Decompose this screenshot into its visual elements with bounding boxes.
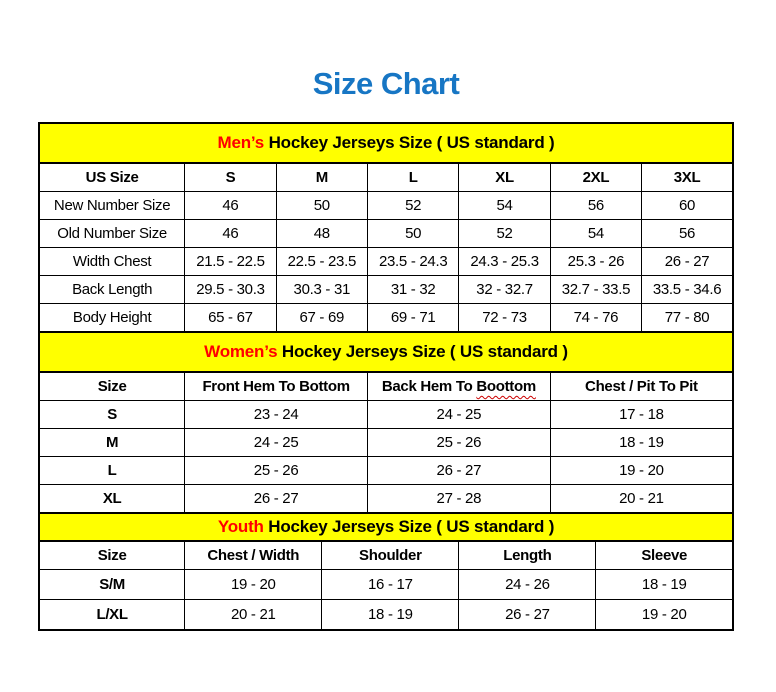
- women-column-header: Size: [39, 372, 185, 401]
- men-size-value: 54: [550, 220, 641, 248]
- women-row-label: M: [39, 429, 185, 457]
- men-size-value: 52: [459, 220, 550, 248]
- men-column-header-row: [39, 163, 733, 192]
- men-size-value: 48: [276, 220, 367, 248]
- women-size-value: 24 - 25: [185, 429, 368, 457]
- women-size-value: 26 - 27: [185, 485, 368, 514]
- men-size-value: 32.7 - 33.5: [550, 276, 641, 304]
- youth-column-header: Sleeve: [596, 541, 733, 570]
- women-table-row: [39, 401, 733, 429]
- women-column-header: Front Hem To Bottom: [185, 372, 368, 401]
- men-size-value: 21.5 - 22.5: [185, 248, 276, 276]
- youth-column-header: Shoulder: [322, 541, 459, 570]
- women-row-label: XL: [39, 485, 185, 514]
- men-size-value: 29.5 - 30.3: [185, 276, 276, 304]
- men-size-value: 30.3 - 31: [276, 276, 367, 304]
- women-size-value: 17 - 18: [550, 401, 733, 429]
- women-size-value: 23 - 24: [185, 401, 368, 429]
- men-size-value: 69 - 71: [367, 304, 458, 333]
- men-table-row: [39, 248, 733, 276]
- men-size-value: 23.5 - 24.3: [367, 248, 458, 276]
- youth-column-header-row: [39, 541, 733, 570]
- mens-size-table: [38, 122, 734, 333]
- men-column-header: XL: [459, 163, 550, 192]
- men-size-value: 56: [550, 192, 641, 220]
- men-table-row: [39, 220, 733, 248]
- youth-banner-text: Hockey Jerseys Size ( US standard ): [263, 517, 555, 536]
- men-size-value: 46: [185, 220, 276, 248]
- youth-size-value: 16 - 17: [322, 570, 459, 600]
- men-row-label: Old Number Size: [39, 220, 185, 248]
- misspelled-word: Boottom: [476, 378, 536, 395]
- men-row-label: Body Height: [39, 304, 185, 333]
- youth-size-value: 18 - 19: [322, 600, 459, 631]
- youth-column-header: Size: [39, 541, 185, 570]
- men-size-value: 46: [185, 192, 276, 220]
- men-column-header: US Size: [39, 163, 185, 192]
- men-size-value: 72 - 73: [459, 304, 550, 333]
- men-column-header: S: [185, 163, 276, 192]
- men-size-value: 60: [642, 192, 733, 220]
- women-size-value: 20 - 21: [550, 485, 733, 514]
- youth-size-value: 24 - 26: [459, 570, 596, 600]
- men-column-header: L: [367, 163, 458, 192]
- women-row-label: L: [39, 457, 185, 485]
- men-row-label: New Number Size: [39, 192, 185, 220]
- page-title: Size Chart: [312, 66, 460, 101]
- women-size-value: 25 - 26: [367, 429, 550, 457]
- women-size-value: 19 - 20: [550, 457, 733, 485]
- women-column-header-row: [39, 372, 733, 401]
- youth-table-body: [39, 541, 733, 630]
- women-size-value: 25 - 26: [185, 457, 368, 485]
- men-table-row: [39, 276, 733, 304]
- men-size-value: 67 - 69: [276, 304, 367, 333]
- men-size-value: 26 - 27: [642, 248, 733, 276]
- womens-banner-cell: [39, 332, 733, 372]
- men-size-value: 52: [367, 192, 458, 220]
- youth-row-label: S/M: [39, 570, 185, 600]
- men-size-value: 32 - 32.7: [459, 276, 550, 304]
- youth-size-value: 26 - 27: [459, 600, 596, 631]
- women-size-value: 18 - 19: [550, 429, 733, 457]
- women-size-value: 26 - 27: [367, 457, 550, 485]
- men-size-value: 50: [276, 192, 367, 220]
- womens-table-body: [39, 372, 733, 513]
- womens-banner-text: Hockey Jerseys Size ( US standard ): [277, 342, 568, 361]
- men-row-label: Width Chest: [39, 248, 185, 276]
- mens-table-body: [39, 163, 733, 332]
- youth-banner: [39, 513, 733, 541]
- mens-banner: [39, 123, 733, 163]
- youth-size-table: [38, 512, 734, 631]
- women-table-row: [39, 485, 733, 514]
- men-size-value: 31 - 32: [367, 276, 458, 304]
- men-column-header: M: [276, 163, 367, 192]
- youth-table-row: [39, 600, 733, 631]
- women-table-row: [39, 457, 733, 485]
- youth-row-label: L/XL: [39, 600, 185, 631]
- youth-size-value: 20 - 21: [185, 600, 322, 631]
- men-size-value: 74 - 76: [550, 304, 641, 333]
- women-size-value: 24 - 25: [367, 401, 550, 429]
- womens-banner: [39, 332, 733, 372]
- youth-table-row: [39, 570, 733, 600]
- youth-size-value: 18 - 19: [596, 570, 733, 600]
- women-column-header: Chest / Pit To Pit: [550, 372, 733, 401]
- men-size-value: 25.3 - 26: [550, 248, 641, 276]
- youth-size-value: 19 - 20: [185, 570, 322, 600]
- men-row-label: Back Length: [39, 276, 185, 304]
- men-size-value: 50: [367, 220, 458, 248]
- men-size-value: 54: [459, 192, 550, 220]
- youth-size-value: 19 - 20: [596, 600, 733, 631]
- men-size-value: 22.5 - 23.5: [276, 248, 367, 276]
- men-size-value: 56: [642, 220, 733, 248]
- men-size-value: 77 - 80: [642, 304, 733, 333]
- women-row-label: S: [39, 401, 185, 429]
- men-size-value: 65 - 67: [185, 304, 276, 333]
- youth-banner-cell: [39, 513, 733, 541]
- youth-column-header: Length: [459, 541, 596, 570]
- mens-banner-text: Hockey Jerseys Size ( US standard ): [264, 133, 555, 152]
- youth-banner-highlight: Youth: [217, 517, 264, 536]
- men-size-value: 33.5 - 34.6: [642, 276, 733, 304]
- men-column-header: 2XL: [550, 163, 641, 192]
- women-table-row: [39, 429, 733, 457]
- men-table-row: [39, 192, 733, 220]
- men-table-row: [39, 304, 733, 333]
- mens-banner-highlight: Men’s: [217, 133, 265, 152]
- size-chart-page: [38, 0, 734, 631]
- women-column-header: Back Hem To Boottom: [367, 372, 550, 401]
- men-column-header: 3XL: [642, 163, 733, 192]
- women-size-value: 27 - 28: [367, 485, 550, 514]
- womens-banner-highlight: Women’s: [204, 342, 278, 361]
- womens-size-table: [38, 331, 734, 514]
- youth-column-header: Chest / Width: [185, 541, 322, 570]
- mens-banner-cell: [39, 123, 733, 163]
- men-size-value: 24.3 - 25.3: [459, 248, 550, 276]
